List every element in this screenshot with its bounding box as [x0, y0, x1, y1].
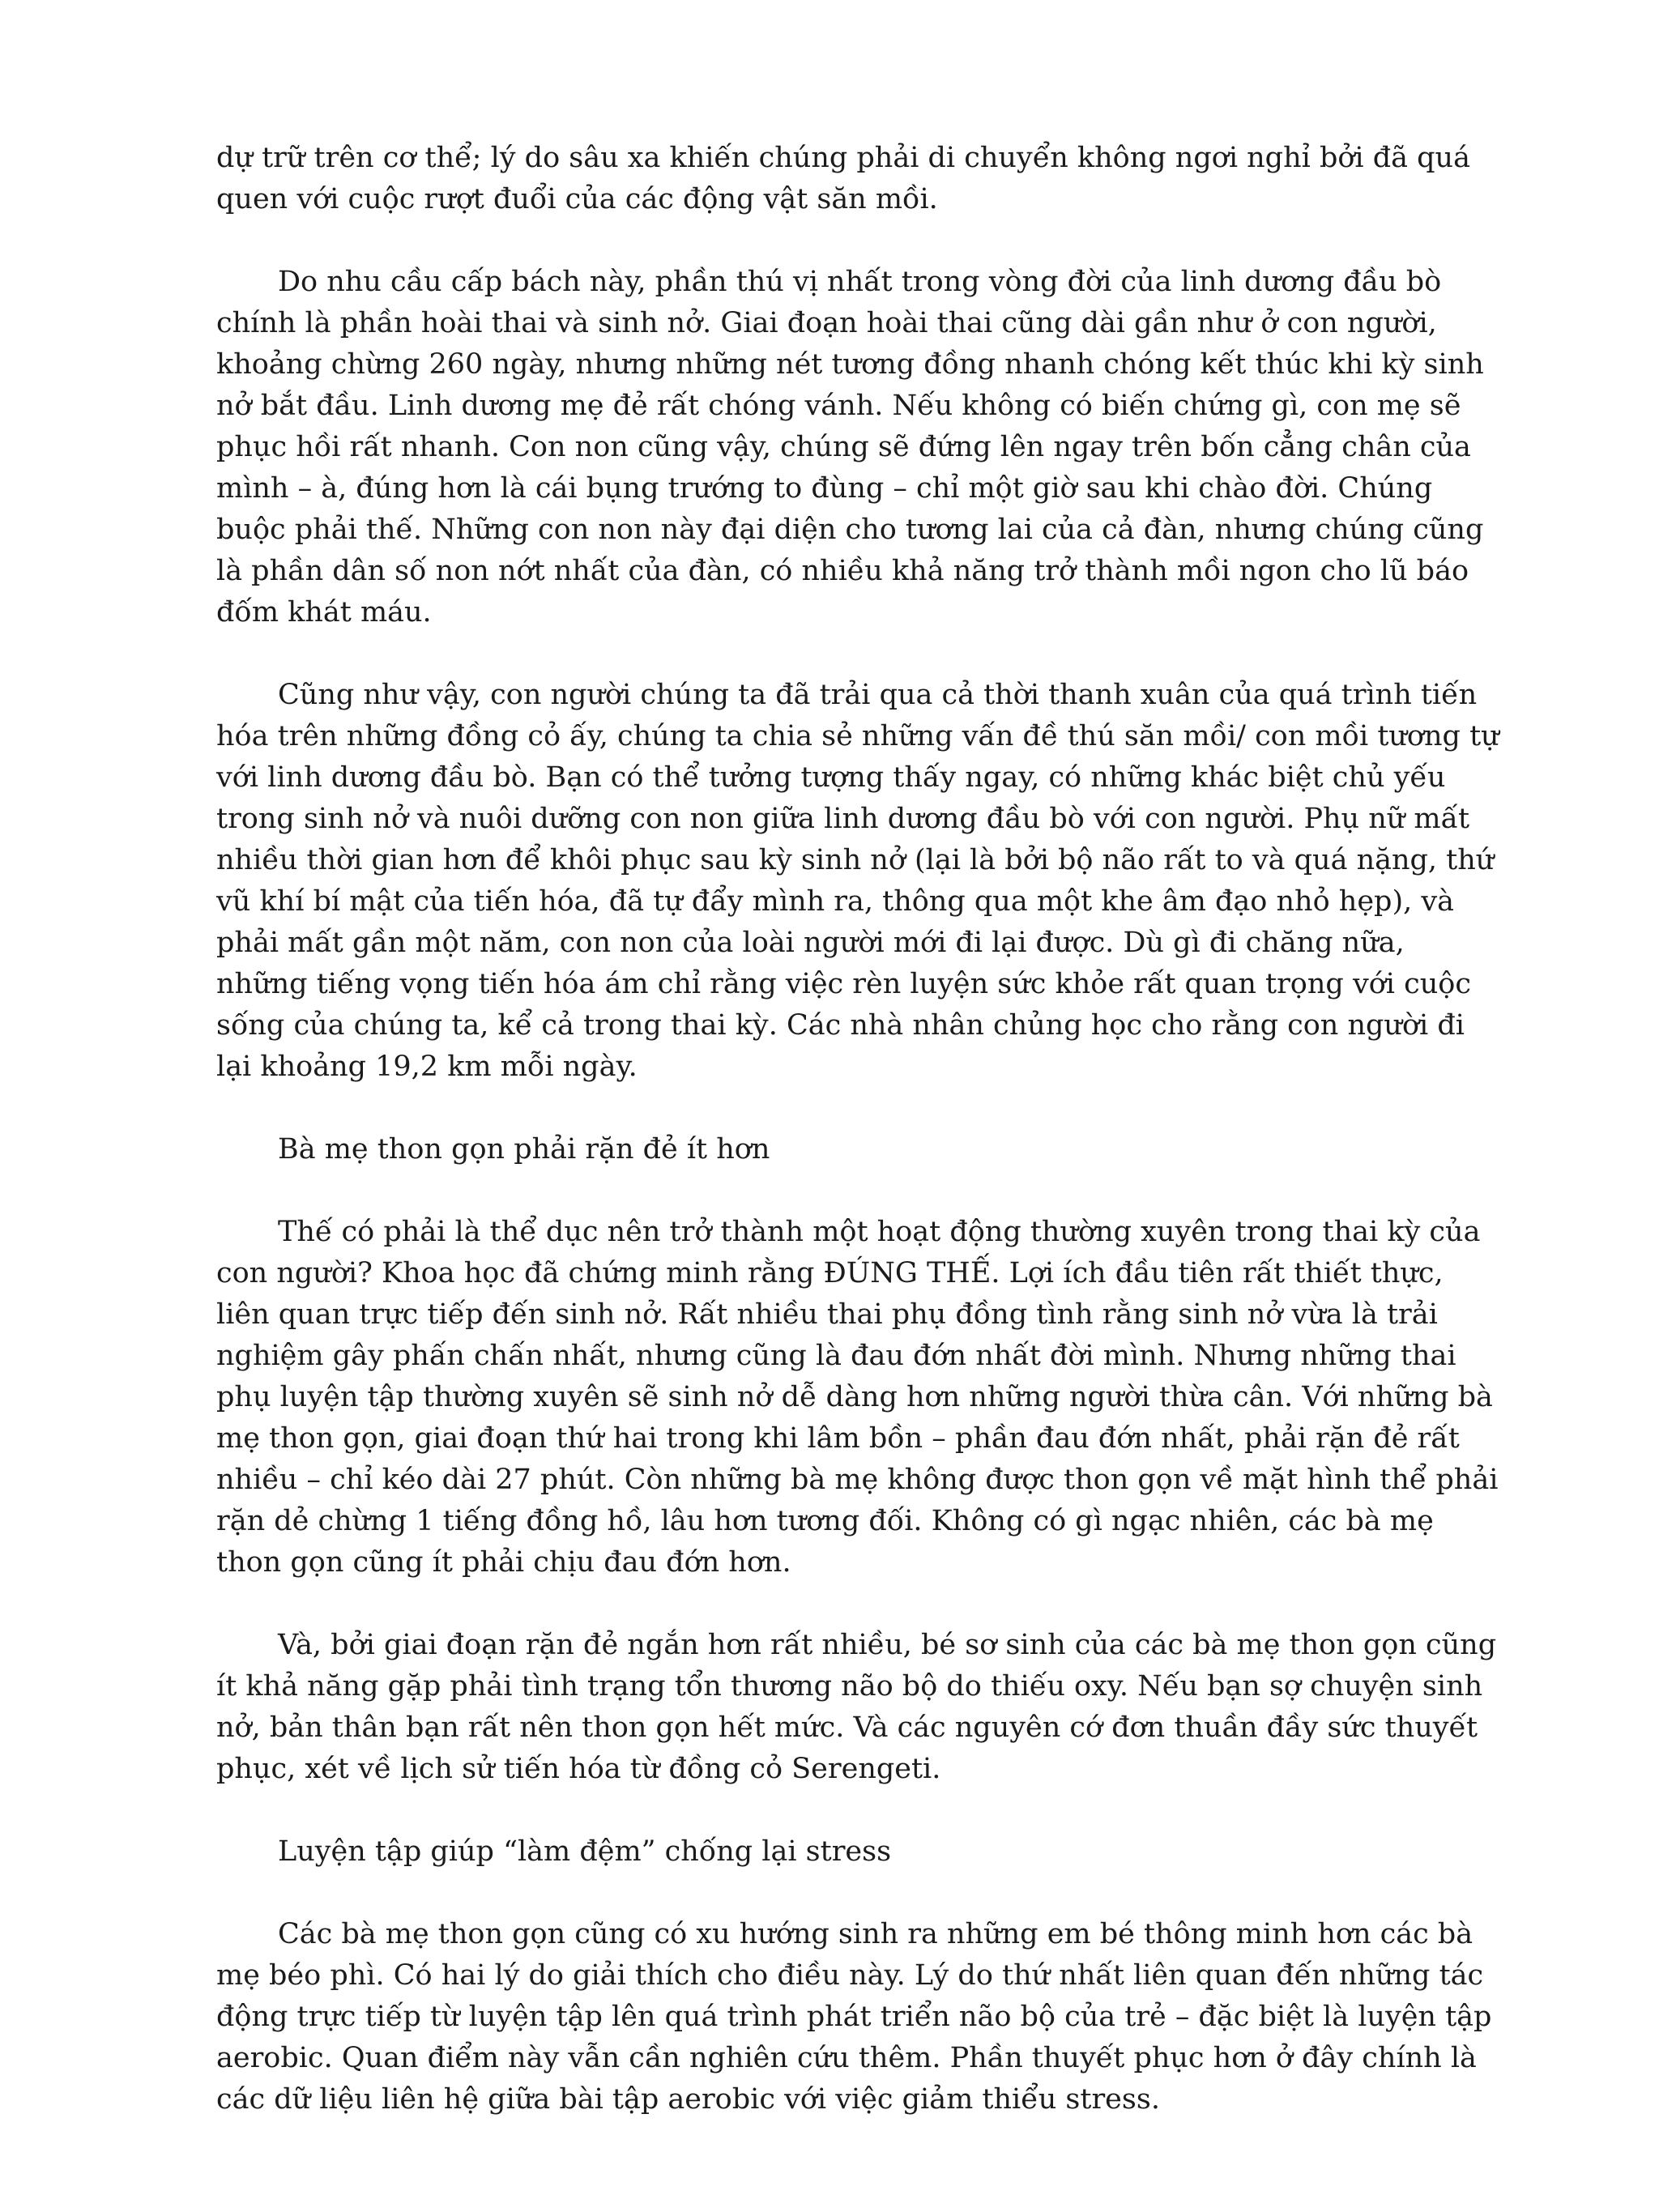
paragraph-exercise-pregnancy: Thế có phải là thể dục nên trở thành một hoạt động thường xuyên trong thai kỳ của con người? Khoa học đã chứng minh rằng ĐÚNG THẾ. Lợi ích đầu tiên rất thiết thực, liên quan trực tiếp đến sinh nở. Rất nhiều thai phụ đồng tình rằng sinh nở vừa là trải nghiệm gây phấn chấn nhất, nhưng cũng là đau đớn nhất đời mình. Nhưng những thai phụ luyện tập thường xuyên sẽ sinh nở dễ dàng hơn những người thừa cân. Với những bà mẹ thon gọn, giai đoạn thứ hai trong khi lâm bồn – phần đau đớn nhất, phải rặn đẻ rất nhiều – chỉ kéo dài 27 phút. Còn những bà mẹ không được thon gọn về mặt hình thể phải rặn dẻ chừng 1 tiếng đồng hồ, lâu hơn tương đối. Không có gì ngạc nhiên, các bà mẹ thon gọn cũng ít phải chịu đau đớn hơn. [216, 1216, 1499, 1579]
document-body [216, 138, 1504, 2162]
paragraph-shorter-labor: Và, bởi giai đoạn rặn đẻ ngắn hơn rất nhiều, bé sơ sinh của các bà mẹ thon gọn cũng ít khả năng gặp phải tình trạng tổn thương não bộ do thiếu oxy. Nếu bạn sợ chuyện sinh nở, bản thân bạn rất nên thon gọn hết mức. Và các nguyên cớ đơn thuần đầy sức thuyết phục, xét về lịch sử tiến hóa từ đồng cỏ Serengeti. [216, 1629, 1497, 1785]
paragraph-human-evolution: Cũng như vậy, con người chúng ta đã trải qua cả thời thanh xuân của quá trình tiến hóa trên những đồng cỏ ấy, chúng ta chia sẻ những vấn đề thú săn mồi/ con mồi tương tự với linh dương đầu bò. Bạn có thể tưởng tượng thấy ngay, có những khác biệt chủ yếu trong sinh nở và nuôi dưỡng con non giữa linh dương đầu bò với con người. Phụ nữ mất nhiều thời gian hơn để khôi phục sau kỳ sinh nở (lại là bởi bộ não rất to và quá nặng, thứ vũ khí bí mật của tiến hóa, đã tự đẩy mình ra, thông qua một khe âm đạo nhỏ hẹp), và phải mất gần một năm, con non của loài người mới đi lại được. Dù gì đi chăng nữa, những tiếng vọng tiến hóa ám chỉ rằng việc rèn luyện sức khỏe rất quan trọng với cuộc sống của chúng ta, kể cả trong thai kỳ. Các nhà nhân chủng học cho rằng con người đi lại khoảng 19,2 km mỗi ngày. [216, 679, 1499, 1083]
section-heading-fit-mothers: Bà mẹ thon gọn phải rặn đẻ ít hơn [278, 1133, 770, 1166]
paragraph-smarter-babies: Các bà mẹ thon gọn cũng có xu hướng sinh ra những em bé thông minh hơn các bà mẹ béo phì. Có hai lý do giải thích cho điều này. Lý do thứ nhất liên quan đến những tác động trực tiếp từ luyện tập lên quá trình phát triển não bộ của trẻ – đặc biệt là luyện tập aerobic. Quan điểm này vẫn cần nghiên cứu thêm. Phần thuyết phục hơn ở đây chính là các dữ liệu liên hệ giữa bài tập aerobic với việc giảm thiểu stress. [216, 1918, 1492, 2116]
section-heading-stress-buffer: Luyện tập giúp “làm đệm” chống lại stress [278, 1835, 892, 1868]
paragraph-continuation: dự trữ trên cơ thể; lý do sâu xa khiến chúng phải di chuyển không ngơi nghỉ bởi đã quá quen với cuộc rượt đuổi của các động vật săn mồi. [216, 142, 1470, 215]
paragraph-wildebeest-birth: Do nhu cầu cấp bách này, phần thú vị nhất trong vòng đời của linh dương đầu bò chính là phần hoài thai và sinh nở. Giai đoạn hoài thai cũng dài gần như ở con người, khoảng chừng 260 ngày, nhưng những nét tương đồng nhanh chóng kết thúc khi kỳ sinh nở bắt đầu. Linh dương mẹ đẻ rất chóng vánh. Nếu không có biến chứng gì, con mẹ sẽ phục hồi rất nhanh. Con non cũng vậy, chúng sẽ đứng lên ngay trên bốn cẳng chân của mình – à, đúng hơn là cái bụng trướng to đùng – chỉ một giờ sau khi chào đời. Chúng buộc phải thế. Những con non này đại diện cho tương lai của cả đàn, nhưng chúng cũng là phần dân số non nớt nhất của đàn, có nhiều khả năng trở thành mồi ngon cho lũ báo đốm khát máu. [216, 266, 1484, 629]
